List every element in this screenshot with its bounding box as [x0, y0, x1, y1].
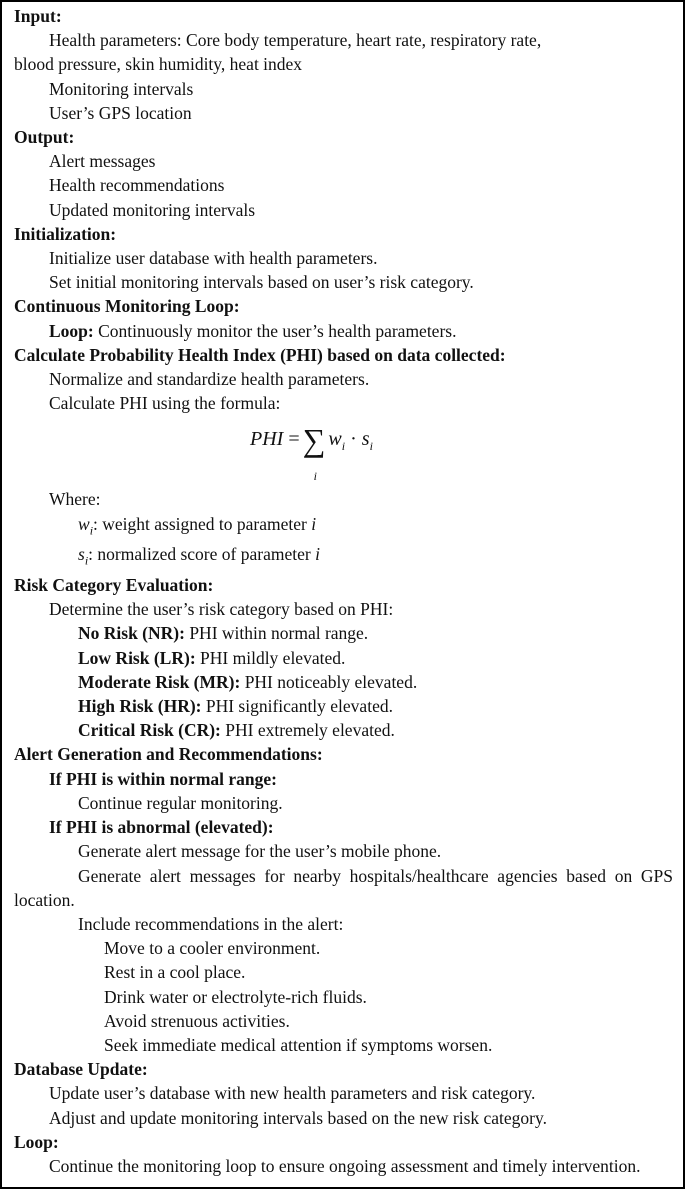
risk-intro: Determine the user’s risk category based on PHI:: [49, 599, 394, 620]
risk-heading: Risk Category Evaluation:: [14, 575, 214, 596]
summation-symbol: [302, 422, 326, 484]
risk-category-text: PHI mildly elevated.: [195, 647, 346, 668]
risk-category-text: PHI noticeably elevated.: [240, 671, 418, 692]
where-label: Where:: [49, 489, 101, 510]
database-item: Update user’s database with new health parameters and risk category.: [49, 1083, 536, 1104]
risk-category-label: Critical Risk (CR):: [78, 720, 221, 741]
recommendation-item: Avoid strenuous activities.: [104, 1010, 290, 1031]
monitoring-loop-text: Continuously monitor the user’s health parameters.: [93, 320, 457, 341]
recommendation-item: Drink water or electrolyte-rich fluids.: [104, 986, 367, 1007]
formula-s-sub: i: [369, 439, 373, 454]
risk-category-label: Low Risk (LR):: [78, 647, 196, 668]
output-heading: Output:: [14, 127, 75, 148]
alert-normal-label: If PHI is within normal range:: [49, 768, 277, 789]
risk-category: [14, 621, 673, 645]
calculate-item: Calculate PHI using the formula:: [49, 393, 281, 414]
calculate-item: Normalize and standardize health parameters.: [49, 369, 370, 390]
where-item-s: [14, 542, 673, 573]
phi-equation: [250, 422, 373, 484]
monitoring-loop-label: Loop:: [49, 320, 94, 341]
recommendation-item: Seek immediate medical attention if symptoms worsen.: [104, 1034, 493, 1055]
input-health-params-line2: blood pressure, skin humidity, heat index: [14, 54, 303, 75]
where-var: s: [78, 544, 85, 565]
calculate-heading: Calculate Probability Health Index (PHI) based on data collected:: [14, 344, 506, 365]
where-text: : weight assigned to parameter: [93, 513, 312, 534]
loop-heading: Loop:: [14, 1131, 59, 1152]
recommendation-item: Move to a cooler environment.: [104, 938, 321, 959]
risk-category: [14, 694, 673, 718]
formula-s: s: [361, 428, 370, 451]
recommendation-item: Rest in a cool place.: [104, 962, 246, 983]
alert-normal-text: Continue regular monitoring.: [78, 792, 283, 813]
sum-glyph: ∑: [302, 422, 326, 459]
alert-abnormal-item: Generate alert messages for nearby hospitals/healthcare agencies based on GPS location.: [14, 865, 673, 910]
where-var-sub: i: [84, 553, 89, 568]
where-item-w: [14, 512, 673, 543]
where-var: w: [78, 513, 90, 534]
risk-category-label: No Risk (NR):: [78, 623, 185, 644]
risk-category-text: PHI within normal range.: [184, 623, 369, 644]
database-heading: Database Update:: [14, 1059, 148, 1080]
database-item: Adjust and update monitoring intervals based on the new risk category.: [49, 1107, 547, 1128]
initialization-item: Set initial monitoring intervals based on user’s risk category.: [49, 272, 474, 293]
where-var-sub: i: [89, 523, 94, 538]
alert-heading: Alert Generation and Recommendations:: [14, 744, 323, 765]
alert-abnormal-item: Include recommendations in the alert:: [78, 913, 344, 934]
formula-w: w: [328, 428, 342, 451]
formula-dot: ·: [350, 428, 357, 451]
monitoring-heading: Continuous Monitoring Loop:: [14, 296, 240, 317]
phi-formula: [14, 415, 673, 487]
where-param: i: [315, 544, 320, 565]
initialization-item: Initialize user database with health parameters.: [49, 248, 378, 269]
where-param: i: [311, 513, 317, 534]
initialization-heading: Initialization:: [14, 223, 117, 244]
where-text: : normalized score of parameter: [88, 544, 316, 565]
alert-abnormal-label: If PHI is abnormal (elevated):: [49, 817, 274, 838]
input-item: User’s GPS location: [49, 102, 192, 123]
risk-category: [14, 718, 673, 742]
risk-category-text: PHI significantly elevated.: [201, 696, 393, 717]
output-item: Updated monitoring intervals: [49, 199, 256, 220]
input-item: Monitoring intervals: [49, 78, 194, 99]
input-heading: Input:: [14, 6, 62, 26]
risk-category-label: Moderate Risk (MR):: [78, 671, 241, 692]
sum-index: i: [313, 469, 317, 484]
risk-category-text: PHI extremely elevated.: [220, 720, 395, 741]
output-item: Alert messages: [49, 151, 156, 172]
algorithm-content: [14, 4, 673, 1178]
formula-equals: =: [288, 428, 300, 451]
alert-abnormal-item: Generate alert message for the user’s mobile phone.: [78, 841, 442, 862]
output-item: Health recommendations: [49, 175, 225, 196]
risk-category: [14, 646, 673, 670]
loop-text: Continue the monitoring loop to ensure ongoing assessment and timely intervention.: [49, 1155, 641, 1176]
monitoring-loop-line: [14, 319, 673, 343]
risk-category-label: High Risk (HR):: [78, 696, 202, 717]
formula-lhs: PHI: [250, 428, 284, 451]
formula-w-sub: i: [341, 439, 346, 454]
input-health-params-line1: Health parameters: Core body temperature, heart rate, respiratory rate,: [49, 30, 542, 51]
risk-category: [14, 670, 673, 694]
